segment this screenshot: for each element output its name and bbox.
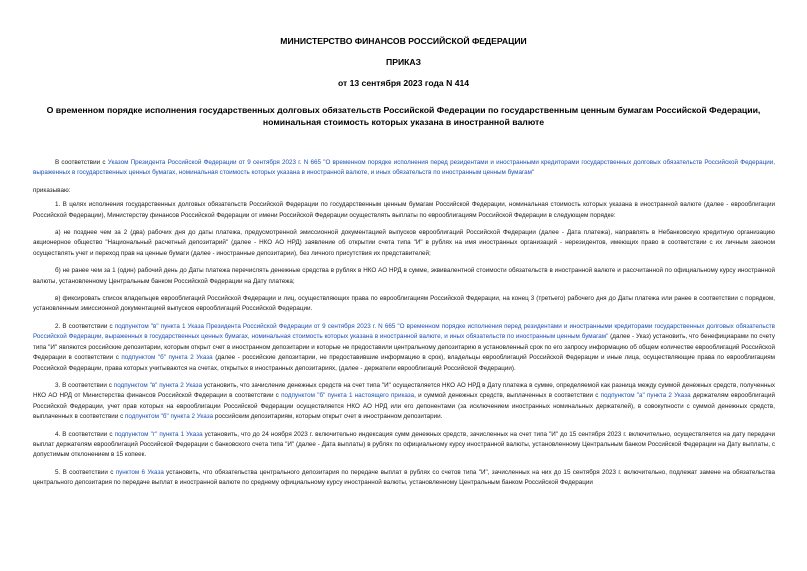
link-decree-2a[interactable]: подпунктом "а" пункта 2 Указа: [600, 392, 691, 400]
paragraph-5: [33, 468, 775, 489]
text: (далее - российские депозитарии, не предоставившие информацию в срок), владельцы еврооблигаций Российской Федерации и иные лица, осуществляющие права по еврооблигациям Российской Федерации, права которых учитываются на счетах, открытых в иностранных депозитариях, (далее - держатели еврооблигаций Российской Федерации).: [33, 354, 775, 372]
text: (далее - Указ) установить, что бенефициарами по счету типа "И" являются российские депозитарии, которым открыт счет в иностранном депозитарии и которые не предоставили центральному депозитарию в установленный срок по его запросу информацию об общем количестве еврооблигаций Российской Федерации в соответствии с: [33, 333, 775, 362]
paragraph-3: [33, 381, 775, 423]
text: а) не позднее чем за 2 (два) рабочих дня до даты платежа, предусмотренной эмиссионной документацией выпусков еврооблигаций Российской Федерации (далее - Дата платежа), направлять в Небанковскую кредитную организацию акционерное общество "Национальный расчетный депозитарий" (далее - НКО АО НРД) заявление об открытии счета типа "И" в рублях на имя иностранных организаций - нерезидентов, имеющих право в соответствии с их личным законом осуществлять учет и переход прав на ценные бумаги (далее - иностранные депозитарии), без личного присутствия их представителей;: [33, 229, 775, 257]
link-decree-665[interactable]: Указом Президента Российской Федерации от 9 сентября 2023 г. N 665 "О временном порядке исполнения перед резидентами и иностранными кредиторами государственных долговых обязательств Российской Федерации, выраженных в государственных ценных бумагах, номинальная стоимость которых указана в иностранной валюте, и иных обязательств по иностранным ценным бумагам": [33, 159, 775, 177]
text: , и суммой денежных средств, выплаченных в соответствии с: [414, 392, 601, 400]
link-decree-1g[interactable]: подпунктом "г" пункта 1 Указа: [114, 430, 203, 438]
paragraph-2: [33, 322, 775, 374]
link-decree-6[interactable]: пунктом 6 Указа: [115, 468, 164, 476]
paragraph-1: 1. В целях исполнения государственных долговых обязательств Российской Федерации по государственным ценным бумагам Российской Федерации, номинальная стоимость которых указана в иностранной валюте (далее - еврооблигации Российской Федерации), Министерству финансов Российской Федерации от имени Российской Федерации осуществлять выплаты по еврооблигациям Российской Федерации в следующем порядке:: [33, 201, 775, 219]
text: российским депозитариям, которым открыт счет в иностранном депозитарии.: [213, 413, 443, 421]
document-body: [33, 158, 775, 496]
paragraph-order: приказываю:: [33, 186, 71, 194]
paragraph-1v: в) фиксировать список владельцев еврооблигаций Российской Федерации и лиц, осуществляющих права по еврооблигациям Российской Федерации, на конец 3 (третьего) рабочего дня до Даты платежа или ранее в соответствии с порядком, установленным эмиссионной документацией выпусков еврооблигаций Российской Федерации.: [33, 295, 775, 313]
link-decree-2b-2[interactable]: подпунктом "б" пункта 2 Указа: [124, 413, 214, 421]
ministry-heading: МИНИСТЕРСТВО ФИНАНСОВ РОССИЙСКОЙ ФЕДЕРАЦИИ: [280, 36, 527, 46]
link-decree-2b[interactable]: подпунктом "б" пункта 2 Указа: [121, 354, 213, 362]
paragraph-1b: б) не ранее чем за 1 (один) рабочий день до Даты платежа перечислять денежные средства в рублях в НКО АО НРД в сумме, эквивалентной стоимости обязательств в иностранной валюте и рассчитанной по официальному курсу иностранной валюты, установленному Центральным банком Российской Федерации на Дату платежа;: [33, 267, 775, 285]
text: установить, что обязательства центрального депозитария по передаче выплат в рублях со счетов типа "И", зачисленных на них до 15 сентября 2023 г. включительно, подлежат замене на обязательства центрального депозитария по передаче выплат в иностранной валюте по среднему официальному курсу иностранной валюты, установленному Центральным банком Российской Федерации: [33, 468, 775, 487]
paragraph-1a: [33, 228, 775, 259]
text: держателям еврооблигаций Российской Федерации, учет прав которых на еврооблигации Российской Федерации осуществляется НКО АО НРД или его депонентами (за исключением иностранных номинальных держателей), в совокупности с суммой денежных средств, выплаченных в соответствии с: [33, 392, 775, 421]
text: установить, что до 24 ноября 2023 г. включительно индексация сумм денежных средств, зачисленных на счет типа "И" до 15 сентября 2023 г. включительно, осуществляется на дату передачи выплат держателям еврооблигаций Российской Федерации с банковского счета типа "И" (далее - Дата выплаты) в рублях по официальному курсу иностранной валюты, установленному Центральным банком Российской Федерации на Дату выплаты, с допустимым отклонением в 15 копеек.: [33, 430, 775, 459]
paragraph-intro: [33, 158, 775, 179]
link-decree-2v[interactable]: подпунктом "в" пункта 2 Указа: [113, 381, 203, 389]
document-title: О временном порядке исполнения государственных долговых обязательств Российской Федерации по государственным ценным бумагам Российской Федерации, номинальная стоимость которых указана в иностранной валюте: [46, 105, 761, 127]
doc-type-heading: ПРИКАЗ: [386, 57, 421, 67]
text: 2. В соответствии с: [55, 322, 115, 330]
text: 3. В соответствии с: [55, 381, 114, 389]
paragraph-4: [33, 430, 775, 461]
link-order-1b[interactable]: подпунктом "б" пункта 1 настоящего приказа: [281, 392, 415, 400]
text: установить, что зачисление денежных средств на счет типа "И" осуществляется НКО АО НРД в Дату платежа в сумме, определяемой как разница между суммой денежных средств, полученных НКО АО НРД от Министерства финансов Российской Федерации в соответствии с: [33, 381, 775, 400]
text: В соответствии с: [55, 159, 108, 166]
date-number-heading: от 13 сентября 2023 года N 414: [337, 78, 470, 88]
link-decree-1v[interactable]: подпунктом "в" пункта 1 Указа Президента Российской Федерации от 9 сентября 2023 г. N 665 "О временном порядке исполнения перед резидентами и иностранными кредиторами государственных долговых обязательств Российской Федерации, выраженных в государственных ценных бумагах, номинальная стоимость которых указана в иностранной валюте, и иных обязательств по иностранным ценным бумагам": [33, 322, 775, 341]
text: 4. В соответствии с: [55, 430, 115, 438]
text: 5. В соответствии с: [55, 468, 116, 476]
